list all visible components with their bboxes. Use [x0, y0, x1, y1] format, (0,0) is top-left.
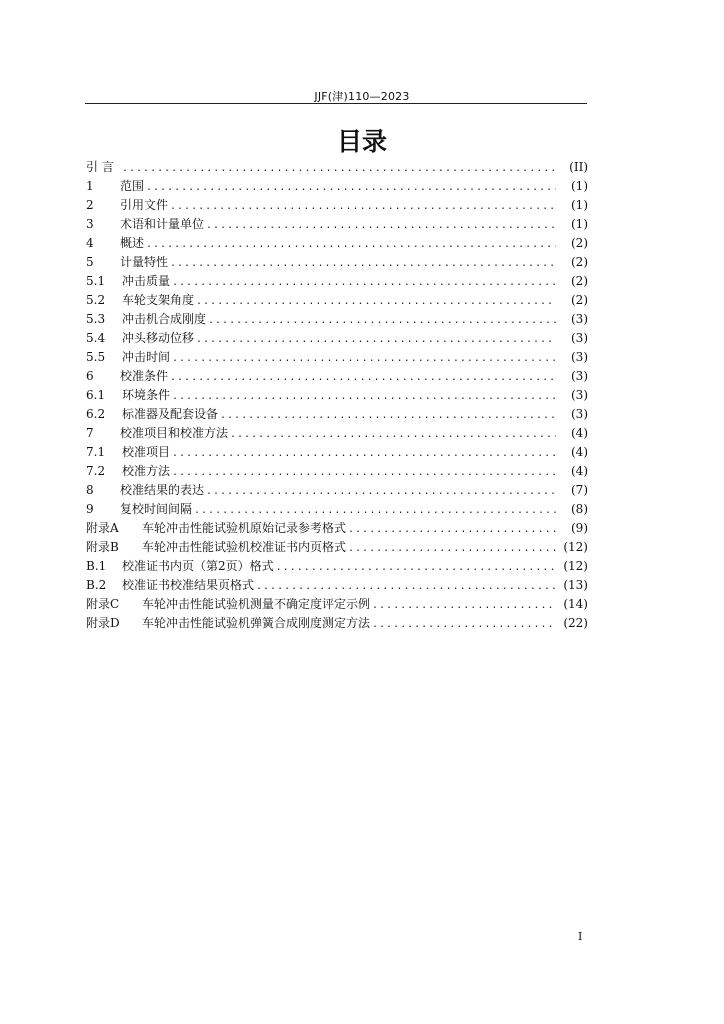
toc-entry-page: (3) [571, 331, 588, 345]
toc-entry-number: 2 [86, 198, 94, 212]
toc-entry-label: 冲击机合成刚度 [122, 312, 207, 326]
toc-entry-number: 7 [86, 426, 94, 440]
toc-dot-leader [372, 615, 556, 634]
toc-entry-number: 8 [86, 483, 94, 497]
toc-entry-number: 5.4 [86, 331, 106, 345]
toc-entry-page: (1) [571, 179, 588, 193]
toc-entry[interactable] [86, 272, 588, 291]
toc-entry-page: (3) [571, 388, 588, 402]
toc-entry[interactable] [86, 500, 588, 519]
toc-entry[interactable] [86, 595, 588, 614]
toc-entry-label: 车轮冲击性能试验机校准证书内页格式 [142, 540, 347, 554]
toc-entry-number: 9 [86, 502, 94, 516]
toc-entry-page: (7) [571, 483, 588, 497]
toc-entry-page: (3) [571, 312, 588, 326]
toc-entry[interactable] [86, 424, 588, 443]
toc-entry-number: 5.5 [86, 350, 106, 364]
table-of-contents [86, 158, 588, 633]
toc-entry-label: 复校时间间隔 [120, 502, 193, 516]
toc-dot-leader [256, 577, 556, 596]
toc-entry-number: B.1 [86, 559, 107, 573]
toc-entry-page: (3) [571, 369, 588, 383]
toc-entry[interactable] [86, 405, 588, 424]
toc-entry-page: (2) [571, 236, 588, 250]
toc-entry[interactable] [86, 158, 588, 177]
toc-entry-label: 冲头移动位移 [122, 331, 195, 345]
toc-dot-leader [220, 406, 556, 425]
toc-entry-page: (12) [563, 540, 588, 554]
toc-entry-number: 1 [86, 179, 94, 193]
toc-dot-leader [348, 539, 556, 558]
toc-entry[interactable] [86, 310, 588, 329]
toc-entry[interactable] [86, 196, 588, 215]
toc-dot-leader [372, 596, 556, 615]
toc-entry-page: (2) [571, 293, 588, 307]
toc-entry-label: 车轮冲击性能试验机原始记录参考格式 [142, 521, 347, 535]
toc-entry-label: 校准证书校准结果页格式 [122, 578, 255, 592]
toc-entry-label: 校准结果的表达 [120, 483, 205, 497]
toc-dot-leader [170, 254, 556, 273]
toc-dot-leader [170, 368, 556, 387]
document-code-header: JJF(津)110—2023 [314, 90, 410, 103]
toc-entry-page: (4) [571, 445, 588, 459]
toc-entry-page: (8) [571, 502, 588, 516]
toc-entry-page: (1) [571, 198, 588, 212]
toc-dot-leader [194, 501, 556, 520]
toc-entry-page: (3) [571, 407, 588, 421]
page-number: I [578, 930, 583, 943]
toc-entry[interactable] [86, 348, 588, 367]
toc-entry-label: 校准项目和校准方法 [120, 426, 229, 440]
header-rule [85, 103, 587, 104]
toc-entry-label: 冲击质量 [122, 274, 171, 288]
toc-title: 目录 [336, 127, 387, 156]
toc-entry-number: 5.3 [86, 312, 106, 326]
toc-dot-leader [172, 387, 556, 406]
toc-entry-label: 车轮冲击性能试验机弹簧合成刚度测定方法 [142, 616, 371, 630]
toc-entry-number: 7.2 [86, 464, 106, 478]
toc-entry-label: 车轮支架角度 [122, 293, 195, 307]
toc-dot-leader [276, 558, 556, 577]
toc-entry[interactable] [86, 177, 588, 196]
toc-entry-number: 引 言 [86, 160, 114, 174]
toc-dot-leader [146, 178, 556, 197]
toc-entry-page: (13) [563, 578, 588, 592]
toc-dot-leader [196, 292, 556, 311]
toc-dot-leader [230, 425, 556, 444]
toc-entry-label: 范围 [120, 179, 145, 193]
toc-entry-label: 车轮冲击性能试验机测量不确定度评定示例 [142, 597, 371, 611]
toc-entry-number: 5.1 [86, 274, 106, 288]
toc-entry-label: 术语和计量单位 [120, 217, 205, 231]
toc-entry-page: (9) [571, 521, 588, 535]
toc-entry[interactable] [86, 386, 588, 405]
toc-entry-number: 附录B [86, 540, 119, 554]
toc-entry-page: (4) [571, 426, 588, 440]
toc-entry-page: (2) [571, 255, 588, 269]
toc-entry[interactable] [86, 215, 588, 234]
toc-entry[interactable] [86, 614, 588, 633]
toc-dot-leader [172, 444, 556, 463]
toc-entry-number: 6.1 [86, 388, 106, 402]
toc-entry-page: (12) [563, 559, 588, 573]
toc-entry-label: 冲击时间 [122, 350, 171, 364]
toc-entry-label: 校准证书内页（第2页）格式 [122, 559, 274, 573]
toc-entry-label: 校准项目 [122, 445, 171, 459]
toc-entry[interactable] [86, 481, 588, 500]
toc-entry-number: 6 [86, 369, 94, 383]
toc-entry-page: (1) [571, 217, 588, 231]
toc-dot-leader [172, 349, 556, 368]
toc-entry[interactable] [86, 557, 588, 576]
toc-dot-leader [170, 197, 556, 216]
toc-entry[interactable] [86, 443, 588, 462]
toc-entry-number: 5 [86, 255, 94, 269]
toc-entry-page: (22) [563, 616, 588, 630]
toc-dot-leader [206, 216, 556, 235]
toc-entry-number: 附录A [86, 521, 119, 535]
toc-entry[interactable] [86, 462, 588, 481]
toc-dot-leader [172, 273, 556, 292]
toc-dot-leader [206, 482, 556, 501]
toc-entry-number: 4 [86, 236, 94, 250]
toc-entry-page: (2) [571, 274, 588, 288]
toc-entry-number: 6.2 [86, 407, 106, 421]
toc-entry[interactable] [86, 576, 588, 595]
toc-entry-number: 5.2 [86, 293, 106, 307]
toc-entry-page: (14) [563, 597, 588, 611]
toc-dot-leader [122, 159, 556, 178]
toc-entry-number: 3 [86, 217, 94, 231]
toc-entry-label: 校准方法 [122, 464, 171, 478]
toc-entry-label: 计量特性 [120, 255, 169, 269]
toc-entry-label: 环境条件 [122, 388, 171, 402]
toc-entry-number: B.2 [86, 578, 107, 592]
toc-entry-page: (4) [571, 464, 588, 478]
toc-entry-page: (3) [571, 350, 588, 364]
toc-entry-number: 附录D [86, 616, 120, 630]
toc-entry[interactable] [86, 538, 588, 557]
toc-entry[interactable] [86, 234, 588, 253]
toc-entry-label: 引用文件 [120, 198, 169, 212]
toc-entry-number: 附录C [86, 597, 120, 611]
toc-dot-leader [146, 235, 556, 254]
toc-entry[interactable] [86, 329, 588, 348]
toc-entry-label: 校准条件 [120, 369, 169, 383]
toc-dot-leader [348, 520, 556, 539]
toc-entry-label: 标准器及配套设备 [122, 407, 219, 421]
toc-entry-number: 7.1 [86, 445, 106, 459]
toc-entry[interactable] [86, 367, 588, 386]
toc-dot-leader [196, 330, 556, 349]
toc-dot-leader [208, 311, 556, 330]
toc-entry-page: (II) [569, 160, 588, 174]
toc-entry[interactable] [86, 253, 588, 272]
toc-entry-label: 概述 [120, 236, 145, 250]
toc-entry[interactable] [86, 291, 588, 310]
toc-dot-leader [172, 463, 556, 482]
toc-entry[interactable] [86, 519, 588, 538]
